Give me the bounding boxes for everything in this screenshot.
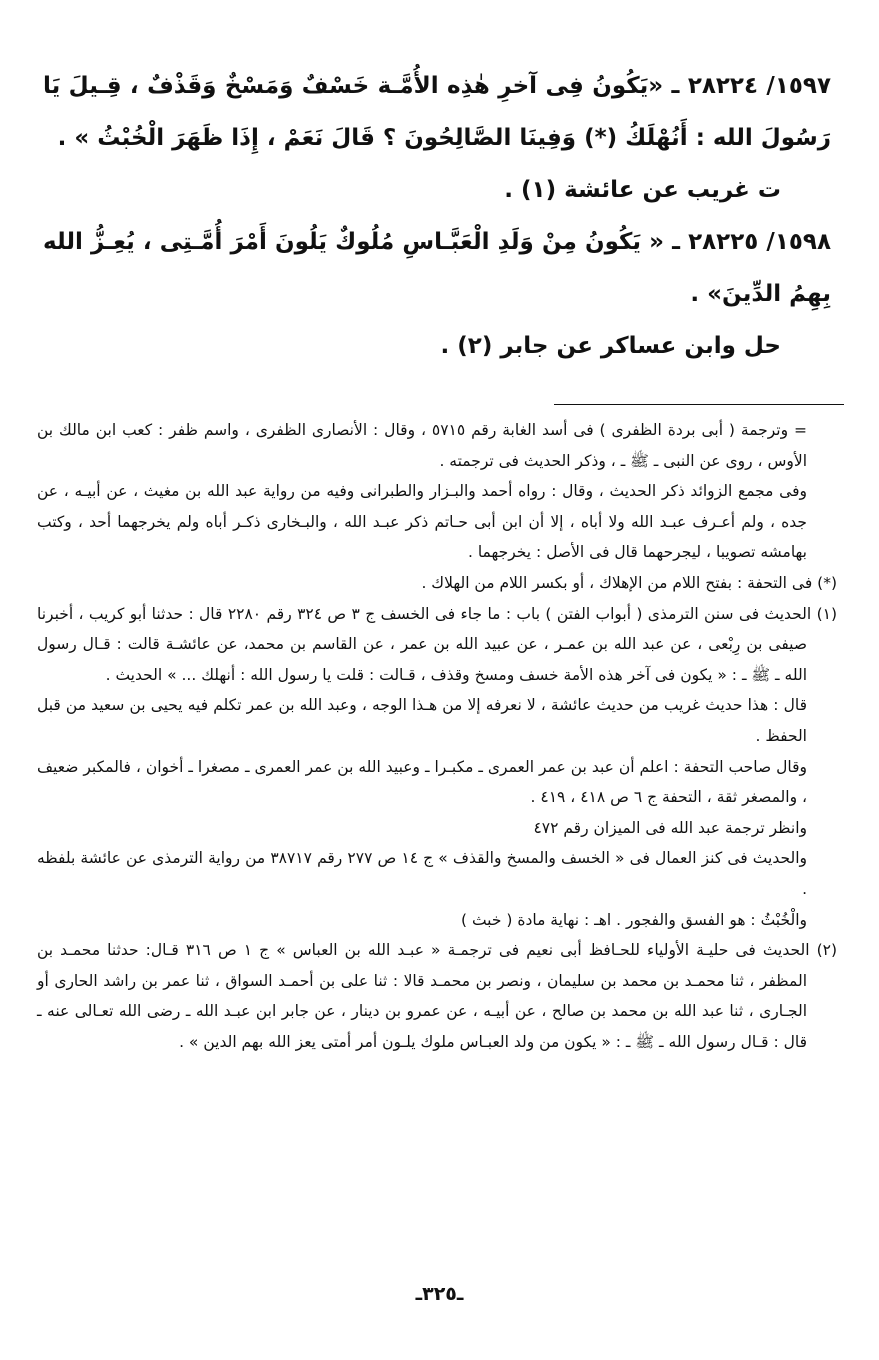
footnote-1-para: وانظر ترجمة عبد الله فى الميزان رقم ٤٧٢: [533, 818, 807, 837]
hadith-1597-source: ت غريب عن عائشة (١) .: [504, 177, 781, 203]
hadith-1597: [43, 60, 831, 164]
footnote-star: (*) فى التحفة : بفتح اللام من الإهلاك ، أو بكسر اللام من الهلاك .: [421, 573, 837, 592]
footnote-continuation-1: = وترجمة ( أبى بردة الظفرى ) فى أسد الغابة رقم ٥٧١٥ ، وقال : الأنصارى الظفرى ، واسم ظفر : كعب ابن مالك بن الأوس ، روى عن النبى ـ ﷺ ـ ، وذكر الحديث فى ترجمته .: [37, 421, 807, 470]
footnote-1-para: وقال صاحب التحفة : اعلم أن عبد بن عمر العمرى ـ مكبـرا ـ وعبيد الله بن عمر العمرى ـ مصغرا ـ أخوان ، فالمكبر ضعيف ، والمصغر ثقة ، التحفة ج ٦ ص ٤١٨ ، ٤١٩ .: [37, 757, 807, 807]
hadith-1598: [43, 216, 831, 320]
footnote-1: (١) الحديث فى سنن الترمذى ( أبواب الفتن ) باب : ما جاء فى الخسف ج ٣ ص ٣٢٤ رقم ٢٢٨٠ قال : حدثنا أبو كريب ، أخبرنا صيفى بن رِبْعى ، عن عبد الله بن عمـر ، عن عبيد الله بن عمر ، عن القاسم بن محمد، عن عائشـة قالت : قـال رسول الله ـ ﷺ ـ : « يكون فى آخر هذه الأمة خسف ومسخ وقذف ، قـالت : قلت يا رسول الله : أنهلك ... » الحديث .: [37, 604, 838, 684]
footnote-1-para: قال : هذا حديث غريب من حديث عائشة ، لا نعرفه إلا من هـذا الوجه ، وعبد الله بن عمر تكلم فيه يحيى بن سعيد من قبل الحفظ .: [37, 696, 807, 745]
hadith-text: «يَكُونُ فِى آخرِ هٰذِه الأُمَّـة خَسْفٌ وَمَسْخٌ وَقَذْفٌ ، قِـيلَ يَا رَسُولَ الله : أَنُهْلَكُ (*) وَفِينَا الصَّالِحُونَ ؟ قَالَ نَعَمْ ، إِذَا ظَهَرَ الْخُبْثُ » .: [43, 73, 831, 151]
hadith-1598-body: ١٥٩٨/ ٢٨٢٢٥ ـ « يَكُونُ مِنْ وَلَدِ الْعَبَّـاسِ مُلُوكٌ يَلُونَ أَمْرَ أُمَّـتِى ، يُعِـزُّ الله بِهِمُ الدِّينَ» .: [43, 229, 831, 307]
hadith-number: ١٥٩٧/ ٢٨٢٢٤: [687, 73, 831, 99]
footnote-continuation-2: وفى مجمع الزوائد ذكر الحديث ، وقال : رواه أحمد والبـزار والطبرانى وفيه من رواية عبد الله بن مغيث ، عن أبيـه ، عن جده ، ولم أعـرف عبـد الله ولا أباه ، إلا أن ابن أبى حـاتم ذكر عبـد الله ، والبـخارى ذكـر أباه ولم يخرجهما أحد ، وكتب بهامشه تصويبا ، ليجرحهما قال فى الأصل : يخرجهما .: [37, 482, 807, 562]
hadith-number: ١٥٩٨/ ٢٨٢٢٥: [688, 229, 831, 255]
page-number: ـ٣٢٥ـ: [415, 1283, 464, 1305]
hadith-1597-body: ١٥٩٧/ ٢٨٢٢٤ ـ «يَكُونُ فِى آخرِ هٰذِه الأُمَّـة خَسْفٌ وَمَسْخٌ وَقَذْفٌ ، قِـيلَ يَا رَسُولَ الله : أَنُهْلَكُ (*) وَفِينَا الصَّالِحُونَ ؟ قَالَ نَعَمْ ، إِذَا ظَهَرَ الْخُبْثُ » .: [43, 73, 831, 151]
footnote-2: (٢) الحديث فى حليـة الأولياء للحـافظ أبى نعيم فى ترجمـة « عبـد الله بن العباس » ج ١ ص ٣١٦ قـال: حدثنا محمـد بن المظفر ، ثنا محمـد بن محمد بن سليمان ، ونصر بن محمـد قالا : ثنا على بن أحمـد السواق ، ثنا عمر بن راشد الحارى أو الجـارى ، ثنا عبد الله بن محمد بن صالح ، عن أبيـه ، عن عمرو بن دينار ، عن جابر ابن عبـد الله ـ رضى الله تعـالى عنه ـ قال : قـال رسول الله ـ ﷺ ـ : « يكون من ولد العبـاس ملوك يلـون أمر أمتى يعز الله بهم الدين » .: [37, 941, 838, 1051]
footnotes: [37, 415, 837, 1057]
main-text: [43, 60, 831, 372]
hadith-1598-source: حل وابن عساكر عن جابر (٢) .: [440, 333, 781, 359]
footnote-separator: [554, 404, 844, 405]
hadith-text: « يَكُونُ مِنْ وَلَدِ الْعَبَّـاسِ مُلُوكٌ يَلُونَ أَمْرَ أُمَّـتِى ، يُعِـزُّ الله بِهِمُ الدِّينَ» .: [43, 229, 831, 307]
footnote-1-para: والْخُبْثُ : هو الفسق والفجور . اهـ : نهاية مادة ( خبث ): [460, 910, 807, 929]
footnote-1-para: والحديث فى كنز العمال فى « الخسف والمسخ والقذف » ج ١٤ ص ٢٧٧ رقم ٣٨٧١٧ من رواية الترمذى عن عائشة بلفظه .: [37, 849, 807, 898]
